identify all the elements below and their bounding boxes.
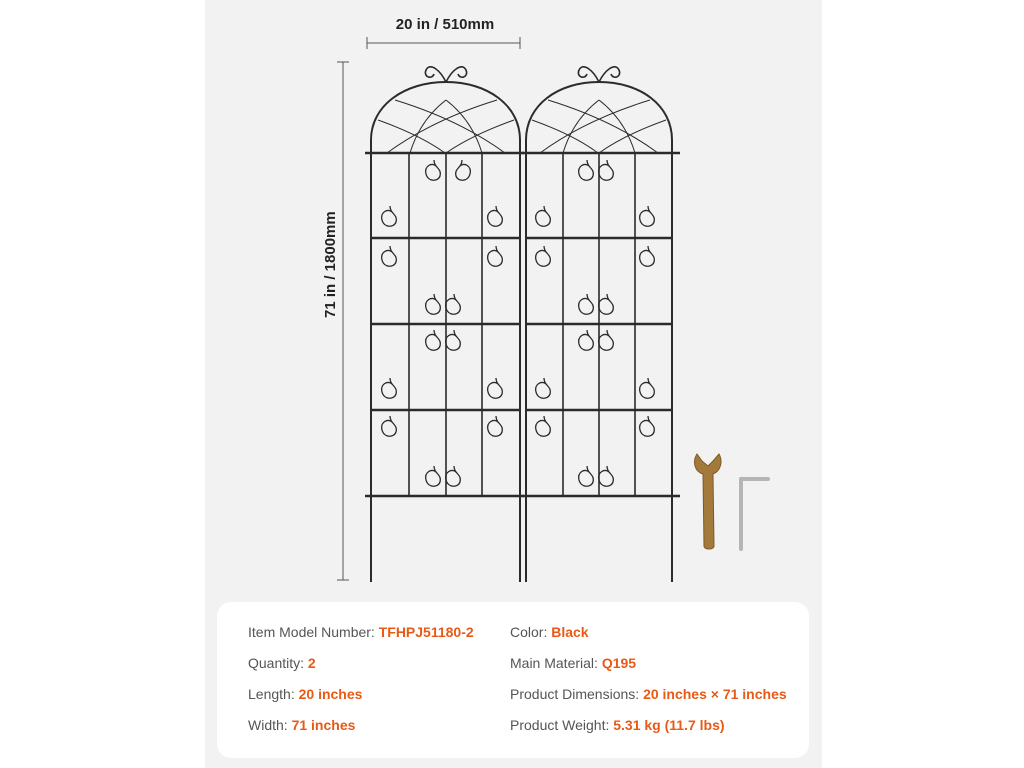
spec-width [248,717,355,733]
spec-value: 5.31 kg (11.7 lbs) [613,717,725,733]
spec-label: Quantity: [248,655,308,671]
spec-label: Color: [510,624,552,640]
spec-value: TFHPJ51180-2 [378,624,474,640]
spec-item-model [248,624,474,640]
spec-value: 2 [307,655,316,671]
spec-value: Black [551,624,589,640]
spec-material [510,655,636,671]
spec-quantity [248,655,316,671]
spec-label: Width: [248,717,292,733]
spec-label: Item Model Number: [248,624,379,640]
spec-label: Product Dimensions: [510,686,644,702]
width-dimension-label: 20 in / 510mm [395,16,495,33]
spec-value: 20 inches × 71 inches [643,686,787,702]
spec-product-weight [510,717,725,733]
spec-label: Length: [248,686,299,702]
spec-color [510,624,589,640]
allen-key-icon [741,479,768,549]
spec-value: Q195 [601,655,637,671]
spec-product-dimensions [510,686,787,702]
trellis-panel-left [365,67,524,582]
trellis-panel-right [522,67,680,582]
spec-value: 71 inches [291,717,356,733]
width-dimension-line [367,37,520,49]
spec-length [248,686,362,702]
spec-value: 20 inches [298,686,363,702]
wrench-icon [695,454,721,549]
spec-label: Product Weight: [510,717,614,733]
height-dimension-line [337,62,349,580]
height-dimension-label: 71 in / 1800mm [322,211,339,318]
spec-label: Main Material: [510,655,602,671]
